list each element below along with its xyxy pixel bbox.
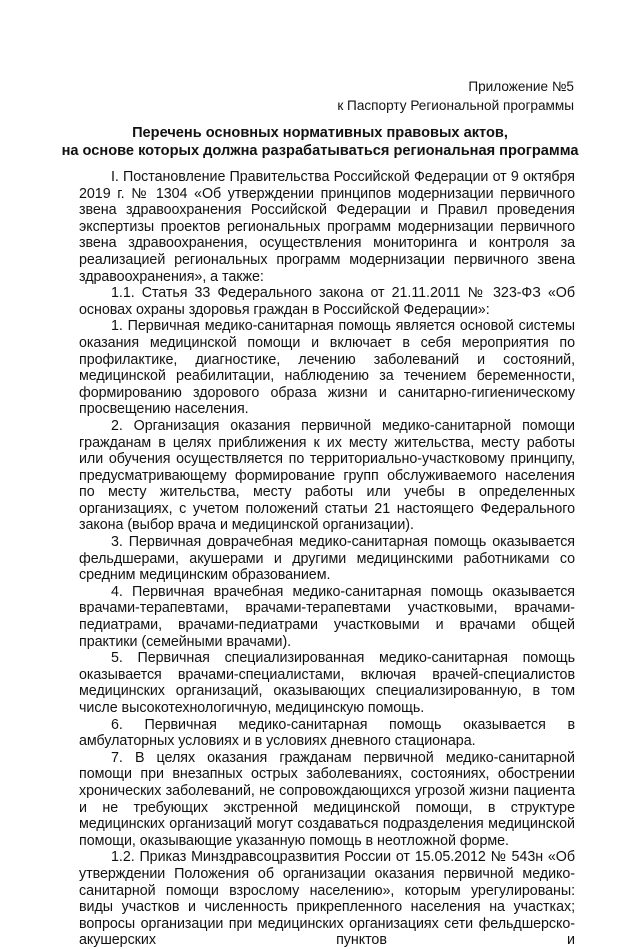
paragraph-decree: I. Постановление Правительства Российской Федерации от 9 октября 2019 г. № 1304 «Об утверждении принципов модернизации первичного звена здравоохранения Российской Федерации и Правил проведения экспертизы проектов региональных программ модернизации первичного звена здравоохранения, осуществления мониторинга и контроля за реализацией региональных программ модернизации первичного звена здравоохранения», а также: <box>79 169 575 285</box>
document-title-line-1: Перечень основных нормативных правовых актов, <box>132 125 508 141</box>
appendix-note <box>337 77 574 115</box>
paragraph-item-7: 7. В целях оказания гражданам первичной медико-санитарной помощи при внезапных острых заболеваниях, состояниях, обострении хронических заболеваний, не сопровождающихся угрозой жизни пациента и не требующих экстренной медицинской помощи, в структуре медицинских организаций могут создаваться подразделения медицинской помощи, оказывающие указанную помощь в неотложной форме. <box>79 749 575 849</box>
paragraph-item-4: 4. Первичная врачебная медико-санитарная помощь оказывается врачами-терапевтами, врачами-терапевтами участковыми, врачами-педиатрами, врачами-педиатрами участковыми и врачами общей практики (семейными врачами). <box>79 583 575 650</box>
appendix-reference: к Паспорту Региональной программы <box>337 98 574 113</box>
paragraph-article-33: 1.1. Статья 33 Федерального закона от 21.11.2011 № 323-ФЗ «Об основах охраны здоровья граждан в Российской Федерации»: <box>79 285 575 318</box>
appendix-number: Приложение №5 <box>468 79 574 94</box>
document-title-line-2: на основе которых должна разрабатываться региональная программа <box>61 143 579 159</box>
paragraph-item-6: 6. Первичная медико-санитарная помощь оказывается в амбулаторных условиях и в условиях дневного стационара. <box>79 716 575 750</box>
paragraph-item-3: 3. Первичная доврачебная медико-санитарная помощь оказывается фельдшерами, акушерами и другими медицинскими работниками со средним медицинским образованием. <box>79 534 575 584</box>
paragraph-item-2: 2. Организация оказания первичной медико-санитарной помощи гражданам в целях приближения к их месту жительства, месту работы или обучения осуществляется по территориально-участковому принципу, предусматривающему формирование групп обслуживаемого населения по месту жительства, месту работы или учебы в определенных организациях, с учетом положений статьи 21 настоящего Федерального закона (выбор врача и медицинской организации). <box>79 417 575 534</box>
paragraph-item-5: 5. Первичная специализированная медико-санитарная помощь оказывается врачами-специалистами, включая врачей-специалистов медицинских организаций, оказывающих специализированную, в том числе высокотехнологичную, медицинскую помощь. <box>79 650 575 716</box>
document-body <box>79 169 575 949</box>
document-title <box>0 124 640 160</box>
paragraph-item-1: 1. Первичная медико-санитарная помощь является основой системы оказания медицинской помощи и включает в себя мероприятия по профилактике, диагностике, лечению заболеваний и состояний, медицинской реабилитации, наблюдению за течением беременности, формированию здорового образа жизни и санитарно-гигиеническому просвещению населения. <box>79 318 575 418</box>
paragraph-order-543n: 1.2. Приказ Минздравсоцразвития России от 15.05.2012 № 543н «Об утверждении Положения об организации оказания первичной медико-санитарной помощи взрослому населению», которым урегулированы: виды участков и численность прикрепленного населения на участках; вопросы организации при медицинских организациях сети фельдшерско-акушерских пунктов и <box>79 849 575 949</box>
